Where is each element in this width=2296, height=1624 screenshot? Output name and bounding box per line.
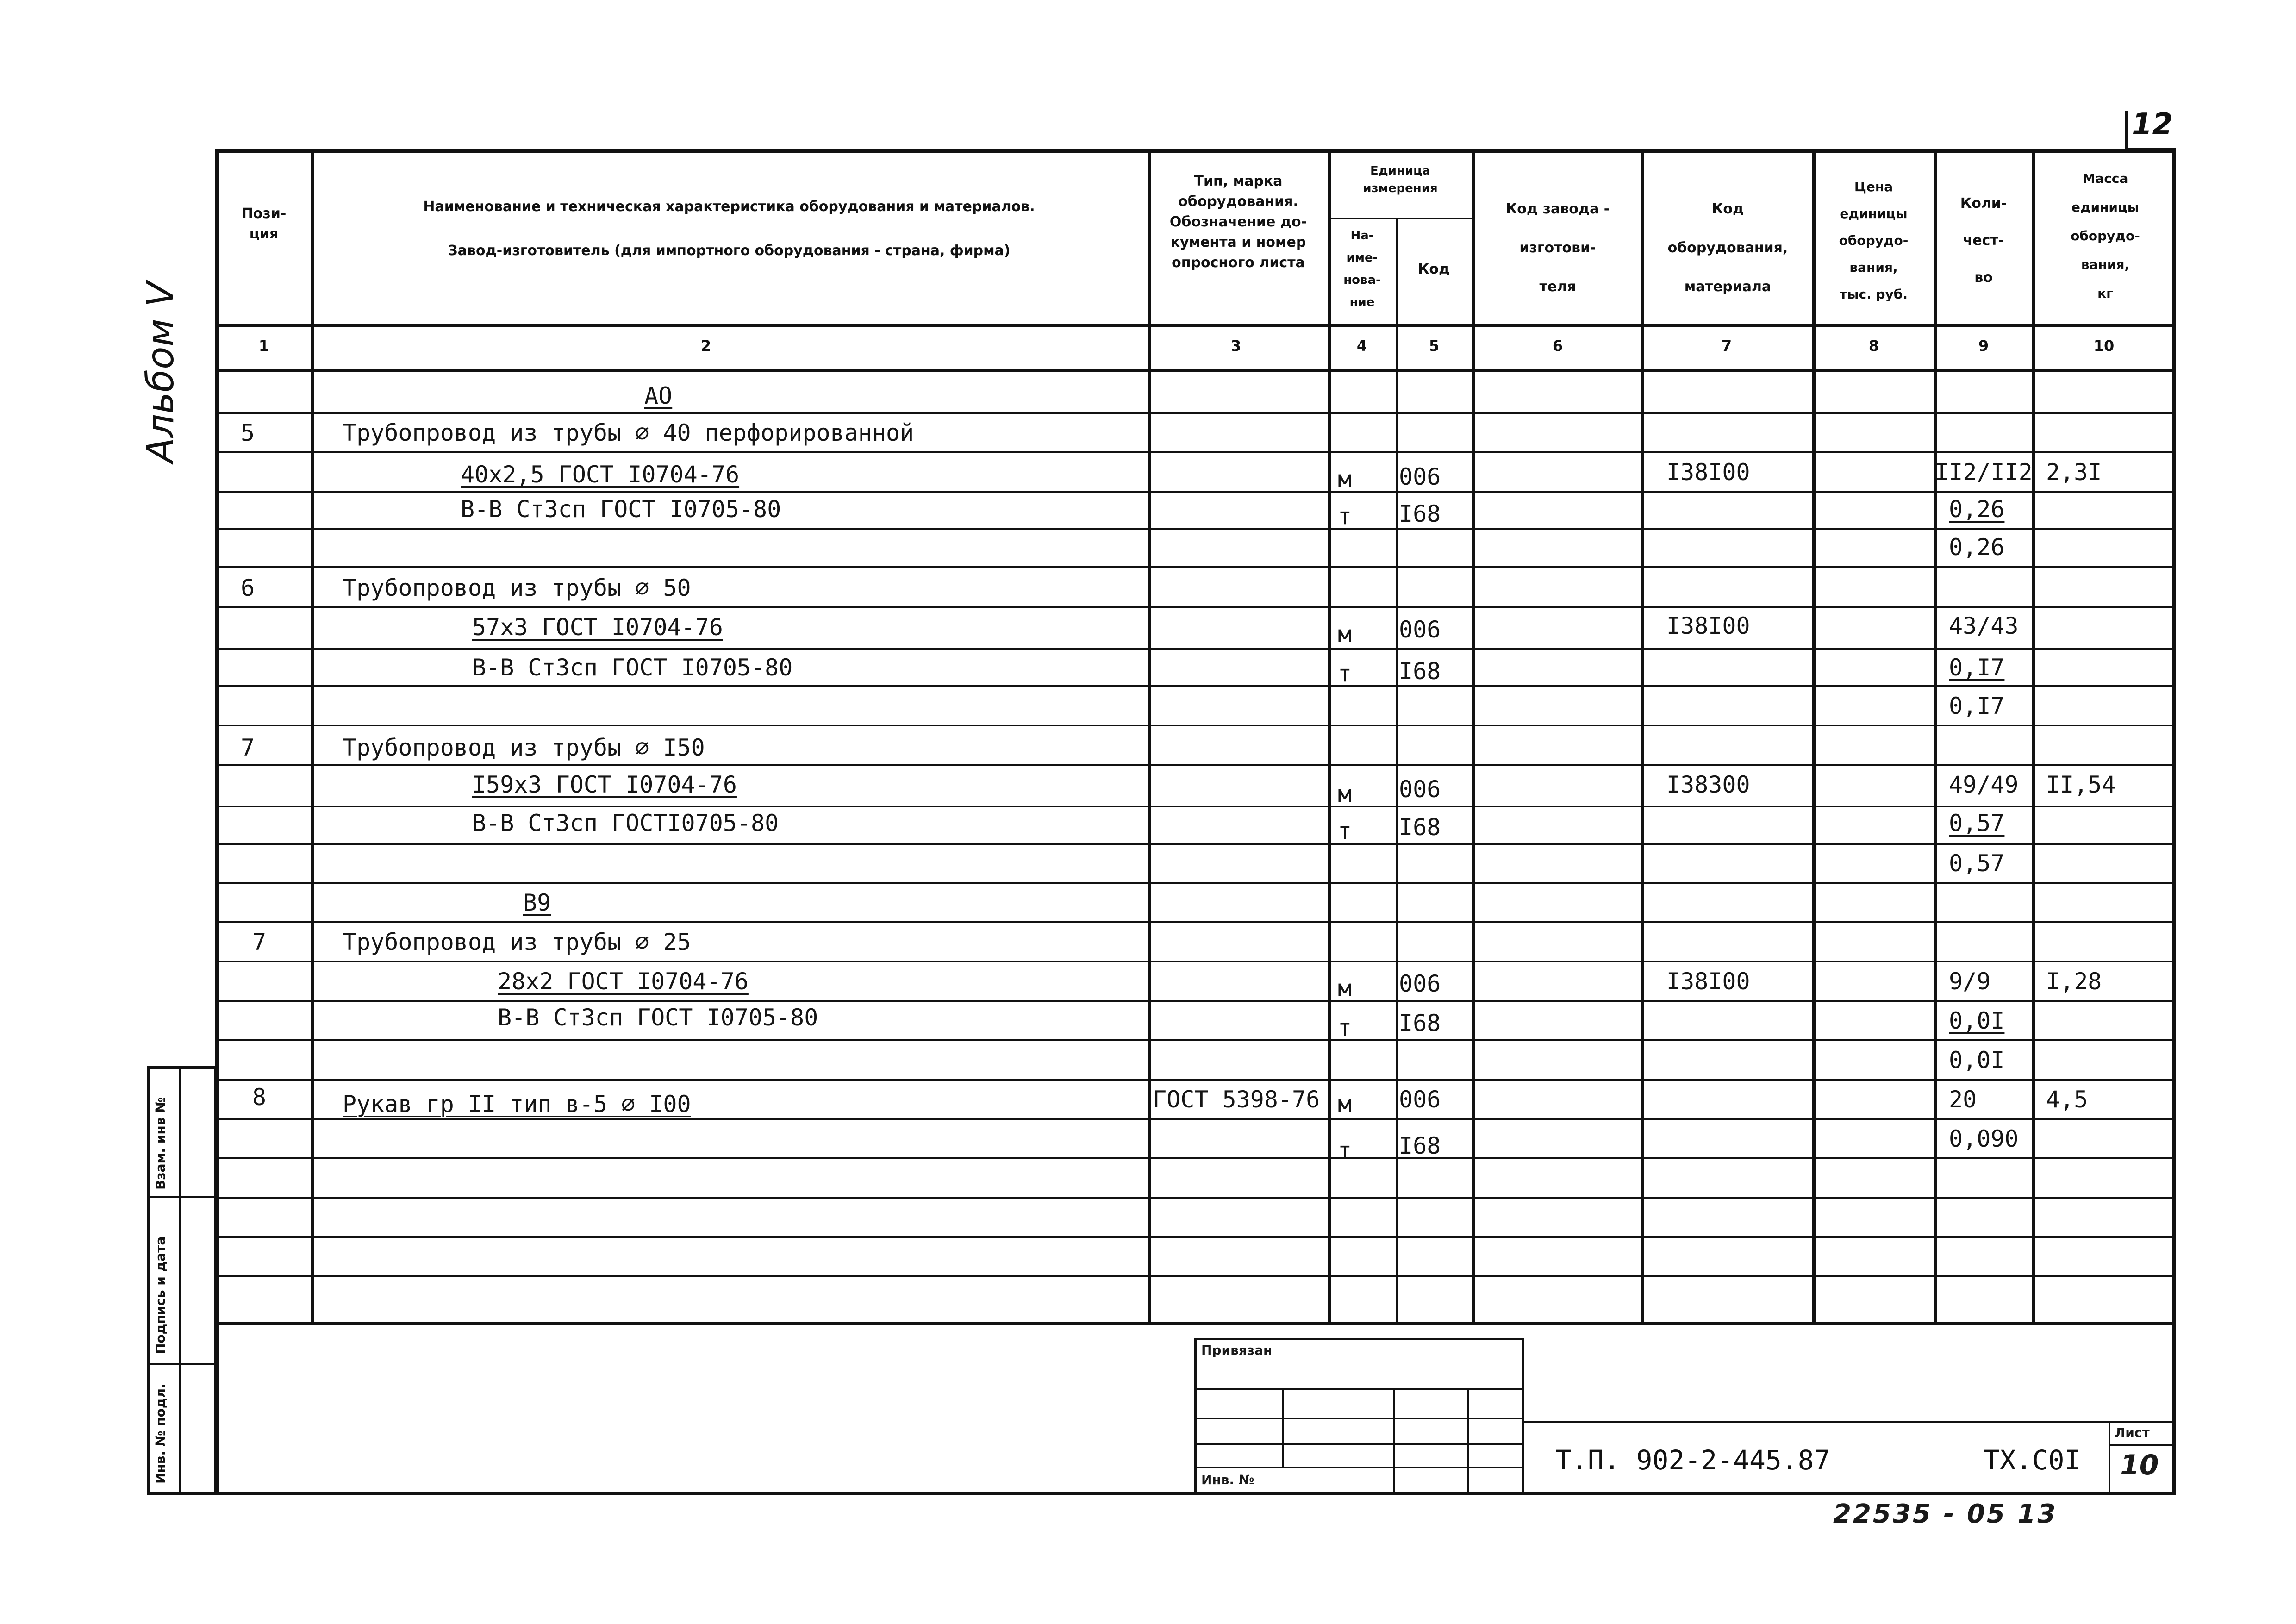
row-quantity: II2/II2	[1935, 459, 2033, 486]
title-block-rule	[1524, 1421, 2176, 1423]
header-name-line1: Наименование и техническая характеристика оборудования и материалов.	[423, 199, 1035, 215]
column-number: 8	[1868, 337, 1879, 355]
row-rule	[215, 491, 2176, 493]
header-unit-name	[1331, 225, 1393, 313]
header-unit-code: Код	[1417, 261, 1450, 277]
row-rule	[215, 1275, 2176, 1277]
row-name: Трубопровод из трубы ∅ 25	[343, 929, 691, 956]
header-material-code-line: оборудования,	[1667, 240, 1788, 256]
row-material-code: I38I00	[1666, 612, 1750, 639]
header-material-code-line: материала	[1684, 279, 1772, 295]
binding-stamp-divider	[1393, 1388, 1395, 1495]
row-mass: 4,5	[2046, 1086, 2088, 1113]
header-type-line: оборудования.	[1178, 194, 1298, 210]
column-number: 1	[258, 337, 269, 355]
header-mass-line: единицы	[2071, 200, 2140, 215]
row-name: 57х3 ГОСТ I0704-76	[472, 614, 723, 641]
side-stamp-rule-1	[147, 1196, 218, 1198]
row-unit: т	[1338, 660, 1352, 687]
header-type	[1153, 171, 1324, 273]
header-maker-code	[1477, 190, 1639, 306]
row-rule	[215, 764, 2176, 766]
row-unit-code: I68	[1399, 500, 1441, 527]
row-rule	[215, 1000, 2176, 1002]
header-mass-line: Масса	[2082, 171, 2128, 186]
group-label: АО	[644, 382, 673, 409]
row-rule	[215, 1236, 2176, 1238]
header-unit-name-line: ние	[1349, 295, 1375, 309]
sheet-number: 10	[2120, 1449, 2159, 1481]
row-unit-code: I68	[1399, 658, 1441, 685]
row-rule	[215, 566, 2176, 568]
row-unit: т	[1338, 503, 1352, 530]
binding-stamp-rule	[1194, 1388, 1524, 1390]
row-quantity: 20	[1949, 1086, 1977, 1113]
col-line-9	[2032, 149, 2035, 1323]
row-rule	[215, 451, 2176, 453]
row-quantity: 0,57	[1949, 810, 2005, 837]
row-quantity: 0,26	[1949, 534, 2005, 561]
row-rule	[215, 843, 2176, 845]
row-quantity: 0,090	[1949, 1125, 2019, 1152]
side-stamp-replacement: Взам. инв №	[153, 1097, 168, 1190]
col-line-2	[1148, 149, 1151, 1323]
row-rule	[215, 725, 2176, 726]
header-unit-group	[1331, 162, 1470, 197]
row-quantity: 0,I7	[1949, 693, 2005, 719]
column-number: 10	[2093, 337, 2115, 355]
row-quantity: 0,0I	[1949, 1007, 2005, 1034]
row-quantity: 43/43	[1949, 612, 2019, 639]
row-unit: т	[1338, 1014, 1352, 1041]
header-mass-line: вания,	[2081, 257, 2130, 272]
row-rule	[215, 882, 2176, 884]
row-name: В-В Ст3сп ГОСТ I0705-80	[461, 496, 781, 523]
row-unit: м	[1338, 975, 1352, 1002]
col-line-7	[1812, 149, 1816, 1323]
column-number: 4	[1356, 337, 1367, 355]
row-name: Трубопровод из трубы ∅ I50	[343, 734, 705, 761]
header-type-line: кумента и номер	[1170, 234, 1306, 250]
col-line-3	[1328, 149, 1331, 1323]
header-quantity	[1937, 185, 2030, 296]
row-unit: т	[1338, 1137, 1352, 1164]
row-quantity: 9/9	[1949, 968, 1991, 995]
section-code: ТХ.С0I	[1984, 1444, 2081, 1476]
row-material-code: I38I00	[1666, 968, 1750, 995]
row-quantity: 0,0I	[1949, 1047, 2005, 1074]
row-rule	[215, 1157, 2176, 1159]
header-price-line: оборудо-	[1839, 233, 1909, 248]
row-unit-code: 006	[1399, 1086, 1441, 1113]
header-unit-name-line: име-	[1346, 251, 1378, 265]
row-position: 5	[241, 419, 255, 446]
header-type-line: Тип, марка	[1194, 173, 1283, 189]
header-name-line2: Завод-изготовитель (для импортного оборудования - страна, фирма)	[448, 243, 1011, 259]
row-rule	[215, 1079, 2176, 1081]
row-type: ГОСТ 5398-76	[1153, 1086, 1320, 1113]
row-quantity: 0,26	[1949, 496, 2005, 523]
row-name: В-В Ст3сп ГОСТ I0705-80	[472, 654, 793, 681]
binding-stamp-label: Привязан	[1201, 1343, 1273, 1358]
row-name: 40х2,5 ГОСТ I0704-76	[461, 461, 740, 488]
row-unit-code: 006	[1399, 970, 1441, 997]
row-rule	[215, 1118, 2176, 1120]
row-rule	[215, 606, 2176, 608]
number-row-bottom-rule	[215, 369, 2176, 372]
row-unit: т	[1338, 818, 1352, 844]
unit-group-rule	[1328, 218, 1472, 219]
header-unit-group-line: Единица	[1370, 164, 1430, 178]
row-quantity: 49/49	[1949, 771, 2019, 798]
header-material-code-line: Код	[1711, 201, 1744, 217]
row-material-code: I38300	[1666, 771, 1750, 798]
header-maker-code-line: теля	[1539, 279, 1576, 295]
row-unit: м	[1338, 1091, 1352, 1118]
row-rule	[215, 1039, 2176, 1041]
row-rule	[215, 1197, 2176, 1199]
row-mass: I,28	[2046, 968, 2102, 995]
row-name: Трубопровод из трубы ∅ 50	[343, 575, 691, 601]
side-stamp-rule-2	[147, 1363, 218, 1365]
side-stamp-divider	[179, 1066, 181, 1495]
album-label: Альбом V	[139, 281, 182, 463]
header-price-line: Цена	[1854, 179, 1893, 194]
binding-stamp-rule	[1194, 1443, 1524, 1445]
row-unit: м	[1338, 621, 1352, 648]
col-line-4	[1396, 218, 1398, 1323]
table-bottom-rule	[215, 1322, 2176, 1325]
column-number: 3	[1230, 337, 1242, 355]
column-number: 7	[1721, 337, 1732, 355]
header-mass-line: оборудо-	[2071, 228, 2140, 244]
row-unit: м	[1338, 781, 1352, 807]
side-stamp-signature-date: Подпись и дата	[153, 1236, 168, 1354]
side-stamp-inventory: Инв. № подл.	[153, 1383, 168, 1484]
header-type-line: Обозначение до-	[1169, 214, 1307, 230]
row-mass: II,54	[2046, 771, 2116, 798]
row-unit-code: 006	[1399, 776, 1441, 803]
row-unit-code: I68	[1399, 1132, 1441, 1159]
binding-stamp-frame	[1194, 1338, 1524, 1495]
col-line-1	[311, 149, 314, 1323]
header-type-line: опросного листа	[1172, 255, 1305, 271]
header-maker-code-line: Код завода -	[1505, 201, 1610, 217]
header-material-code	[1646, 190, 1810, 306]
row-rule	[215, 961, 2176, 962]
header-position: Пози-ция	[241, 206, 287, 242]
header-mass	[2036, 164, 2175, 308]
row-name: В-В Ст3сп ГОСТI0705-80	[472, 810, 779, 837]
row-name: В-В Ст3сп ГОСТ I0705-80	[498, 1004, 818, 1031]
column-number: 5	[1429, 337, 1440, 355]
row-quantity: 0,I7	[1949, 654, 2005, 681]
header-quantity-line: чест-	[1963, 232, 2004, 249]
row-position: 6	[241, 575, 255, 601]
header-mass-line: кг	[2097, 286, 2113, 301]
row-name: Рукав гр II тип в-5 ∅ I00	[343, 1091, 691, 1118]
binding-stamp-rule	[1194, 1467, 1524, 1468]
title-block-divider	[2109, 1421, 2110, 1495]
row-rule	[215, 528, 2176, 530]
header-price-line: вания,	[1849, 260, 1898, 275]
corner-mark	[2125, 111, 2128, 148]
inventory-number-label: Инв. №	[1201, 1472, 1254, 1487]
row-name: Трубопровод из трубы ∅ 40 перфорированной	[343, 419, 914, 446]
row-unit-code: 006	[1399, 616, 1441, 643]
row-position: 7	[241, 734, 255, 761]
corner-sheet-number: 12	[2132, 107, 2173, 142]
row-rule	[215, 921, 2176, 923]
col-line-5	[1472, 149, 1475, 1323]
row-name: 28х2 ГОСТ I0704-76	[498, 968, 749, 995]
row-rule	[215, 685, 2176, 687]
row-unit: м	[1338, 466, 1352, 493]
row-unit-code: I68	[1399, 814, 1441, 841]
row-rule	[215, 412, 2176, 414]
document-code: Т.П. 902-2-445.87	[1555, 1444, 1830, 1476]
header-price-line: единицы	[1840, 206, 1908, 221]
row-name: I59х3 ГОСТ I0704-76	[472, 771, 737, 798]
header-price	[1815, 174, 1933, 308]
row-unit-code: I68	[1399, 1010, 1441, 1037]
col-line-6	[1641, 149, 1644, 1323]
row-rule	[215, 806, 2176, 807]
footer-stamp: 22535 - 05 13	[1833, 1499, 2058, 1529]
header-maker-code-line: изготови-	[1519, 240, 1596, 256]
header-unit-name-line: нова-	[1343, 273, 1381, 287]
sheet-label: Лист	[2115, 1425, 2150, 1440]
row-position: 8	[252, 1084, 267, 1111]
col-line-8	[1934, 149, 1937, 1323]
title-block-rule	[2109, 1444, 2176, 1446]
row-mass: 2,3I	[2046, 459, 2102, 486]
column-number: 6	[1552, 337, 1563, 355]
column-number: 9	[1978, 337, 1989, 355]
row-material-code: I38I00	[1666, 459, 1750, 486]
header-quantity-line: Коли-	[1960, 195, 2007, 212]
binding-stamp-divider	[1467, 1388, 1469, 1495]
group-label: В9	[523, 889, 551, 916]
row-quantity: 0,57	[1949, 850, 2005, 877]
column-number: 2	[700, 337, 711, 355]
header-unit-name-line: На-	[1350, 229, 1374, 243]
header-bottom-rule	[215, 324, 2176, 327]
header-quantity-line: во	[1974, 269, 1993, 286]
binding-stamp-divider	[1282, 1388, 1284, 1467]
header-unit-group-line: измерения	[1363, 181, 1438, 195]
binding-stamp-rule	[1194, 1418, 1524, 1419]
row-position: 7	[252, 929, 267, 956]
row-unit-code: 006	[1399, 463, 1441, 490]
row-rule	[215, 648, 2176, 650]
header-price-line: тыс. руб.	[1839, 287, 1908, 302]
